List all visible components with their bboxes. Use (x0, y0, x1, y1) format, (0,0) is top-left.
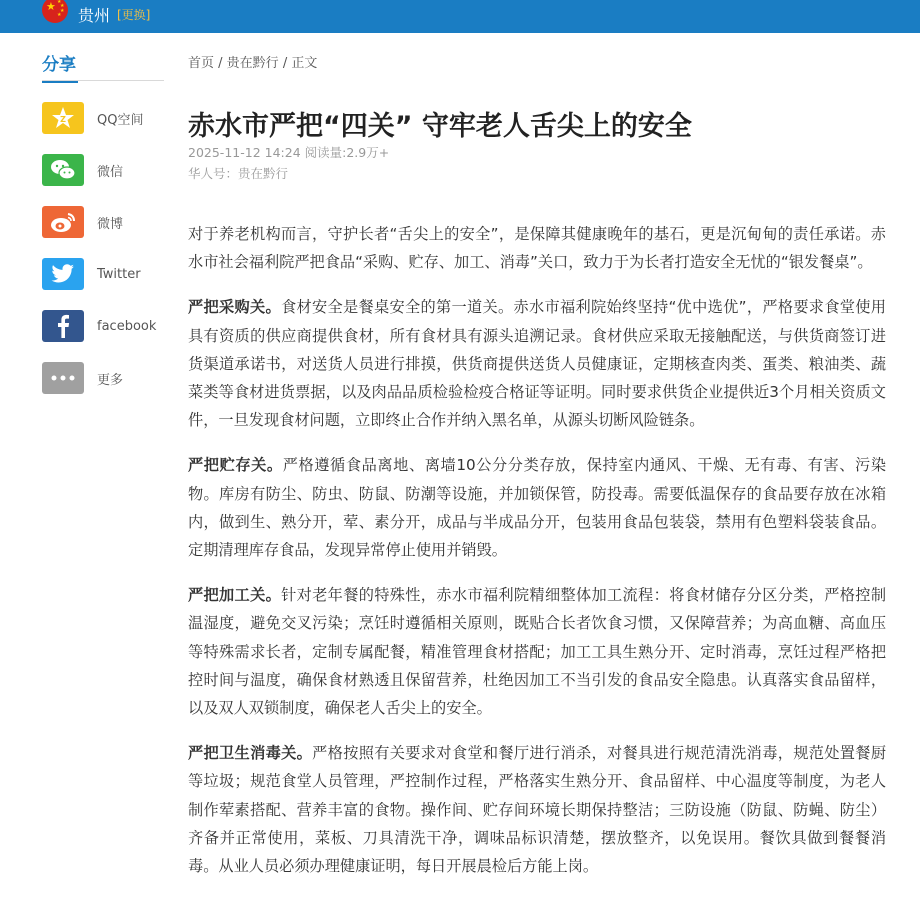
share-more-label: 更多 (97, 372, 124, 388)
paragraph-text: 严格遵循食品离地、离墙10公分分类存放，保持室内通风、干燥、无有毒、有害、污染物。库房有防尘、防虫、防鼠、防潮等设施，并加锁保管，防投毒。需要低温保存的食品要存放在冰箱内，做到生、熟分开，荤、素分开，成品与半成品分开，包装用食品包装袋，禁用有色塑料袋装食品。定期清理库存食品，发现异常停止使用并销毁。 (188, 456, 887, 560)
read-count-label: 阅读量: (304, 145, 347, 160)
breadcrumb-home[interactable]: 首页 (188, 56, 215, 71)
share-qzone-button[interactable] (42, 102, 143, 134)
china-flag-icon: ★ ★ ★ ★ ★ (42, 0, 68, 23)
share-qzone-label: QQ空间 (97, 112, 144, 128)
article-paragraph (188, 293, 886, 434)
article-meta (188, 142, 389, 184)
share-weibo-label: 微博 (97, 216, 124, 232)
article-intro: 对于养老机构而言，守护长者“舌尖上的安全”，是保障其健康晚年的基石，更是沉甸甸的责任承诺。赤水市社会福利院严把食品“采购、贮存、加工、消毒”关口，致力于为长者打造安全无忧的“银发餐桌”。 (188, 225, 886, 272)
qzone-star-icon (42, 102, 84, 134)
twitter-bird-icon (42, 258, 84, 290)
article-body (188, 220, 886, 897)
share-twitter-button[interactable] (42, 258, 141, 290)
paragraph-text: 严格按照有关要求对食堂和餐厅进行消杀，对餐具进行规范清洗消毒，规范处置餐厨等垃圾；规范食堂人员管理，严控制作过程，严格落实生熟分开、食品留样、中心温度等制度，为老人制作荤素搭配、营养丰富的食物。操作间、贮存间环境长期保持整洁；三防设施（防鼠、防蝇、防尘）齐备并正常使用，菜板、刀具清洗干净，调味品标识清楚，摆放整齐，以免误用。餐饮具做到餐餐消毒。从业人员必须办理健康证明，每日开展晨检后方能上岗。 (188, 744, 887, 876)
breadcrumb (188, 52, 888, 71)
paragraph-heading: 严把加工关。 (188, 586, 282, 605)
wechat-icon (42, 154, 84, 186)
share-weibo-button[interactable] (42, 206, 123, 238)
share-facebook-button[interactable] (42, 310, 156, 342)
article-main (188, 52, 888, 876)
read-count: 2.9万+ (346, 145, 390, 160)
share-facebook-label: facebook (97, 318, 157, 334)
author-name[interactable]: 贵在黔行 (238, 166, 289, 181)
article-paragraph (188, 451, 886, 564)
share-twitter-label: Twitter (97, 266, 141, 282)
breadcrumb-separator: / (278, 56, 292, 71)
paragraph-heading: 严把采购关。 (188, 298, 281, 317)
author-label: 华人号： (188, 166, 239, 181)
breadcrumb-separator: / (214, 56, 227, 71)
article-title: 赤水市严把“四关” 守牢老人舌尖上的安全 (188, 111, 692, 143)
share-wechat-label: 微信 (97, 164, 124, 180)
article-paragraph (188, 581, 886, 722)
share-sidebar (42, 50, 164, 388)
breadcrumb-channel[interactable]: 贵在黔行 (226, 56, 279, 71)
top-bar (0, 0, 920, 33)
share-wechat-button[interactable] (42, 154, 123, 186)
paragraph-text: 食材安全是餐桌安全的第一道关。赤水市福利院始终坚持“优中选优”，严格要求食堂使用具有资质的供应商提供食材，所有食材具有源头追溯记录。食材供应采取无接触配送，与供货商签订进货渠道承诺书，对送货人员进行排摸，供货商提供送货人员健康证，定期核查肉类、蛋类、粮油类、蔬菜类等食材进货票据，以及肉品品质检验检疫合格证等证明。同时要求供货企业提供近3个月相关资质文件，一旦发现食材问题，立即终止合作并纳入黑名单，从源头切断风险链条。 (188, 298, 886, 430)
article-paragraph (188, 739, 886, 880)
city-name: 贵州 (78, 6, 111, 25)
article-datetime: 2025-11-12 14:24 (188, 145, 301, 160)
change-city-link[interactable]: [更换] (117, 8, 151, 22)
more-dots-icon (42, 362, 84, 394)
paragraph-text: 针对老年餐的特殊性，赤水市福利院精细整体加工流程：将食材储存分区分类，严格控制温湿度，避免交叉污染；烹饪时遵循相关原则，既贴合长者饮食习惯，又保障营养；为高血糖、高血压等特殊需求长者，定制专属配餐，精准管理食材搭配；加工工具生熟分开、定时消毒，烹饪过程严格把控时间与温度，确保食材熟透且保留营养，杜绝因加工不当引发的食品安全隐患。认真落实食品留样，以及双人双锁制度，确保老人舌尖上的安全。 (188, 586, 887, 718)
weibo-icon (42, 206, 84, 238)
facebook-f-icon (42, 310, 84, 342)
breadcrumb-current: 正文 (291, 56, 318, 71)
svg-text:Z: Z (60, 115, 66, 124)
share-divider (42, 80, 164, 81)
share-title: 分享 (42, 50, 78, 83)
paragraph-heading: 严把卫生消毒关。 (188, 744, 313, 763)
paragraph-heading: 严把贮存关。 (188, 456, 283, 475)
share-more-button[interactable] (42, 362, 123, 394)
